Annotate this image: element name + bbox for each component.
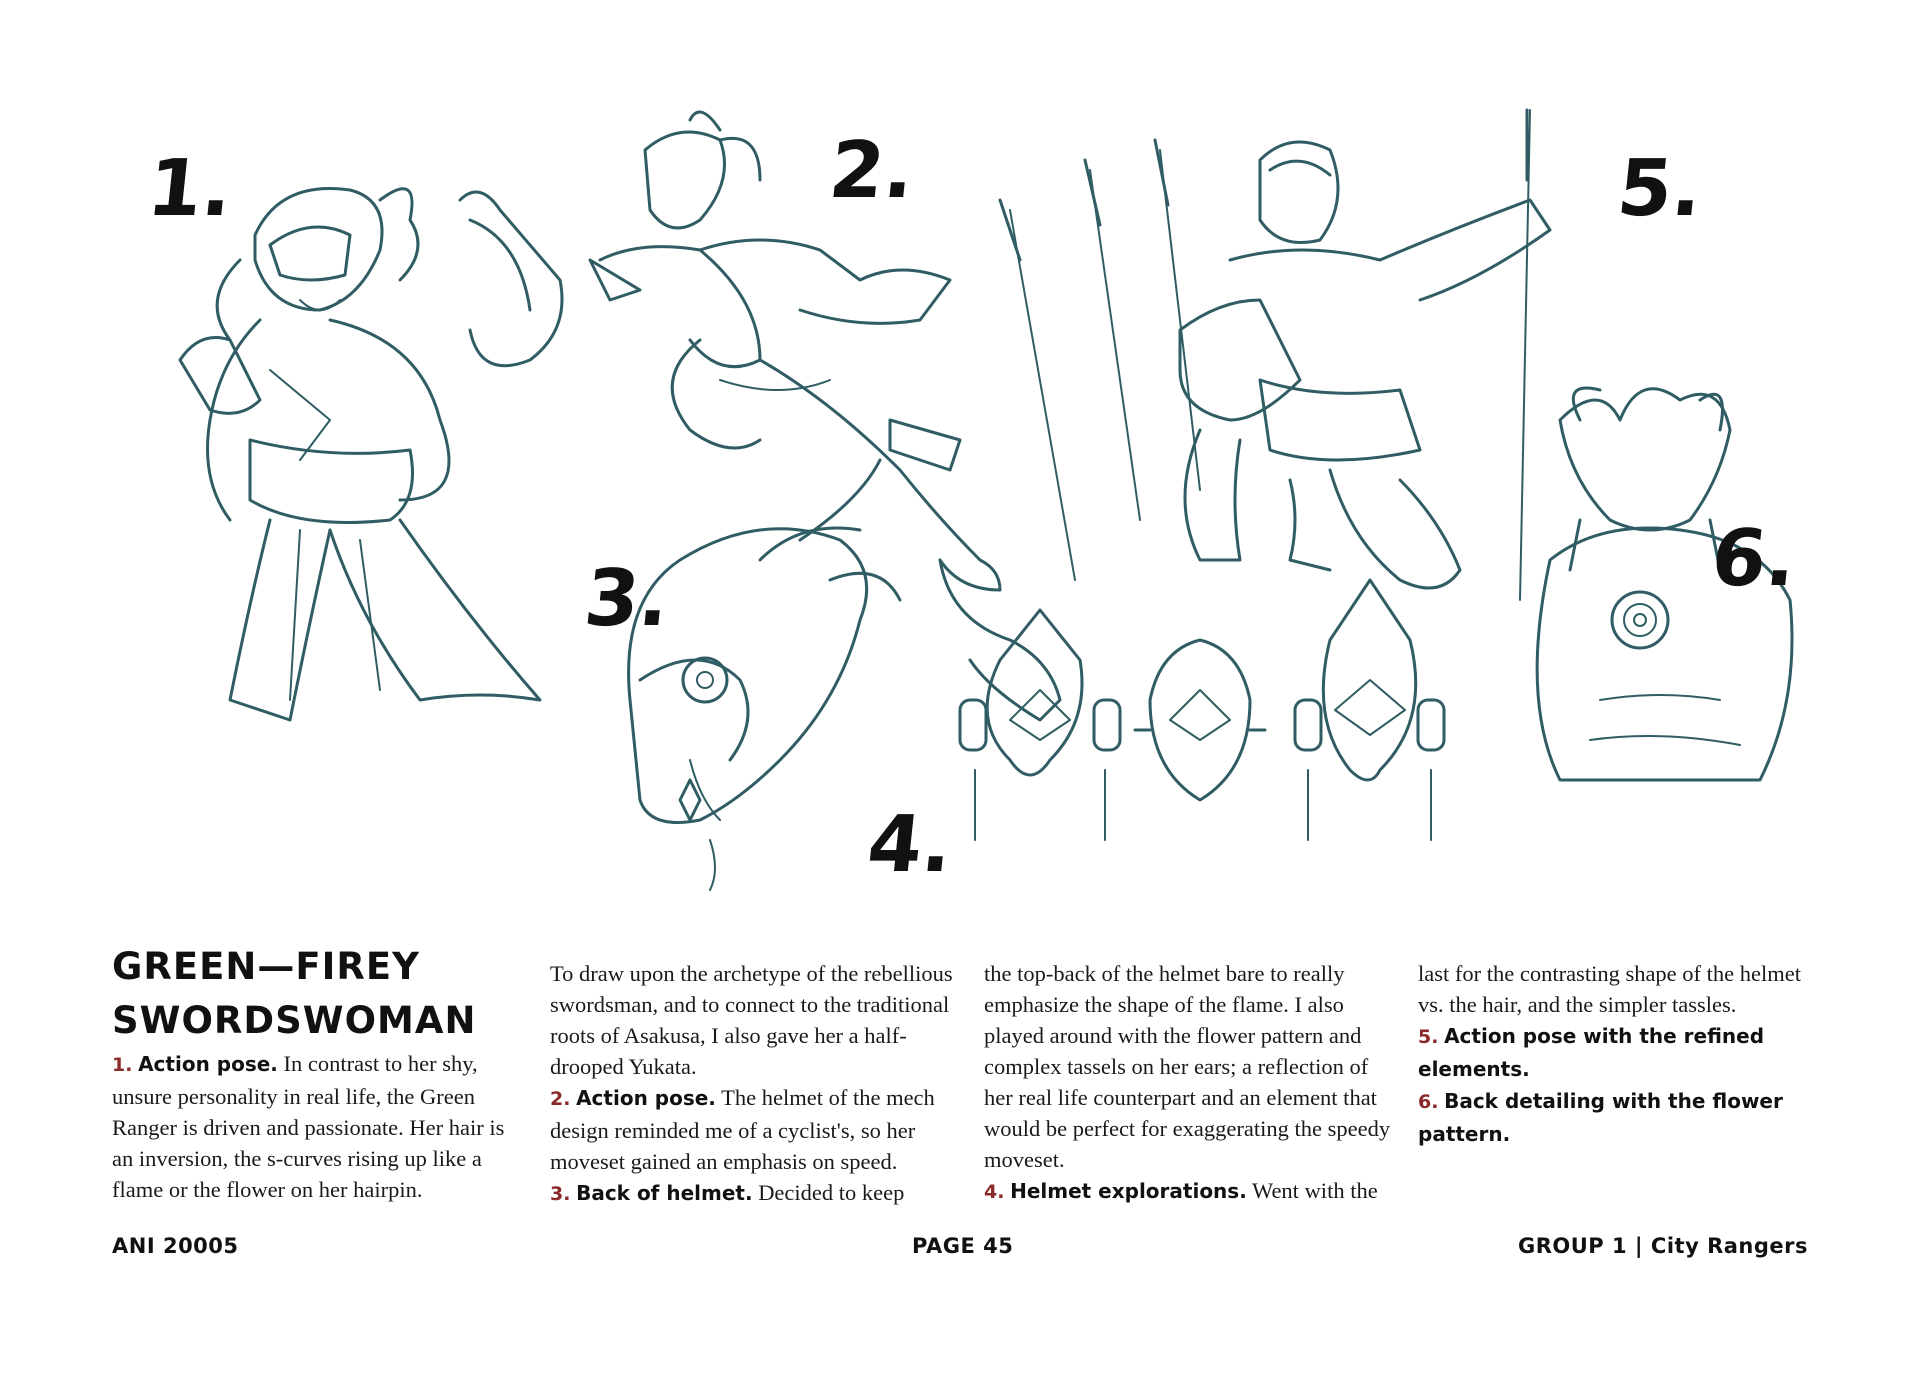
paragraph-3 — [550, 1177, 960, 1210]
sketch-label-6: 6. — [1707, 514, 1801, 604]
page-title-line-1: GREEN—FIREY — [112, 945, 420, 988]
paragraph-4-body: Went with the — [1246, 1178, 1378, 1203]
sketch-5-action-pose — [1000, 110, 1550, 600]
footer-group-name: GROUP 1 | City Rangers — [1518, 1234, 1808, 1258]
paragraph-1 — [112, 1048, 522, 1205]
page-title-line-2: SWORDSWOMAN — [112, 999, 477, 1042]
sketch-label-1: 1. — [143, 144, 237, 234]
body-text — [112, 940, 1832, 1220]
paragraph-5 — [1418, 1020, 1828, 1085]
column-2-intro: To draw upon the archetype of the rebellious swordsman, and to connect to the traditional roots of Asakusa, I also gave her a half-drooped Yukata. — [550, 961, 953, 1079]
paragraph-5-title: Action pose with the refined elements. — [1418, 1024, 1765, 1081]
paragraph-4-title: Helmet explorations. — [1010, 1179, 1247, 1203]
sketch-3-helmet-back — [629, 460, 900, 890]
text-column-2 — [550, 958, 960, 1210]
sketch-label-3: 3. — [580, 554, 674, 644]
sketch-label-5: 5. — [1613, 144, 1707, 234]
paragraph-5-number: 5. — [1418, 1026, 1439, 1048]
paragraph-6-title: Back detailing with the flower pattern. — [1418, 1089, 1783, 1146]
footer-course-code: ANI 20005 — [112, 1234, 239, 1258]
paragraph-1-number: 1. — [112, 1054, 133, 1076]
paragraph-1-title: Action pose. — [138, 1052, 278, 1076]
text-column-3 — [984, 958, 1394, 1208]
paragraph-3-number: 3. — [550, 1183, 571, 1205]
footer-page-number: PAGE 45 — [912, 1234, 1014, 1258]
text-column-1 — [112, 940, 522, 1205]
column-4-body: last for the contrasting shape of the helmet vs. the hair, and the simpler tassles. — [1418, 961, 1802, 1017]
paragraph-2 — [550, 1082, 960, 1177]
paragraph-4 — [984, 1175, 1394, 1208]
sketch-4-helmet-explorations — [960, 580, 1444, 840]
paragraph-6-number: 6. — [1418, 1091, 1439, 1113]
column-3-body: the top-back of the helmet bare to really emphasize the shape of the flame. I also played around with the flower pattern and complex tassels on her ears; a reflection of her real life counterpart and an element that would be perfect for exaggerating the speedy moveset. — [984, 961, 1391, 1172]
paragraph-2-number: 2. — [550, 1088, 571, 1110]
text-column-4 — [1418, 958, 1828, 1150]
sketch-label-2: 2. — [825, 126, 919, 216]
paragraph-6 — [1418, 1085, 1828, 1150]
paragraph-2-title: Action pose. — [576, 1086, 716, 1110]
paragraph-1-body: In contrast to her shy, unsure personality in real life, the Green Ranger is driven and passionate. Her hair is an inversion, the s-curves rising up like a flame or the flower on her hairpin. — [112, 1051, 505, 1202]
paragraph-2-body: The helmet of the mech design reminded me of a cyclist's, so her moveset gained an emphasis on speed. — [550, 1085, 935, 1174]
paragraph-4-number: 4. — [984, 1181, 1005, 1203]
sketch-label-4: 4. — [863, 800, 957, 890]
sketch-1-action-pose — [180, 188, 562, 720]
paragraph-3-title: Back of helmet. — [576, 1181, 753, 1205]
paragraph-3-body: Decided to keep — [752, 1180, 905, 1205]
